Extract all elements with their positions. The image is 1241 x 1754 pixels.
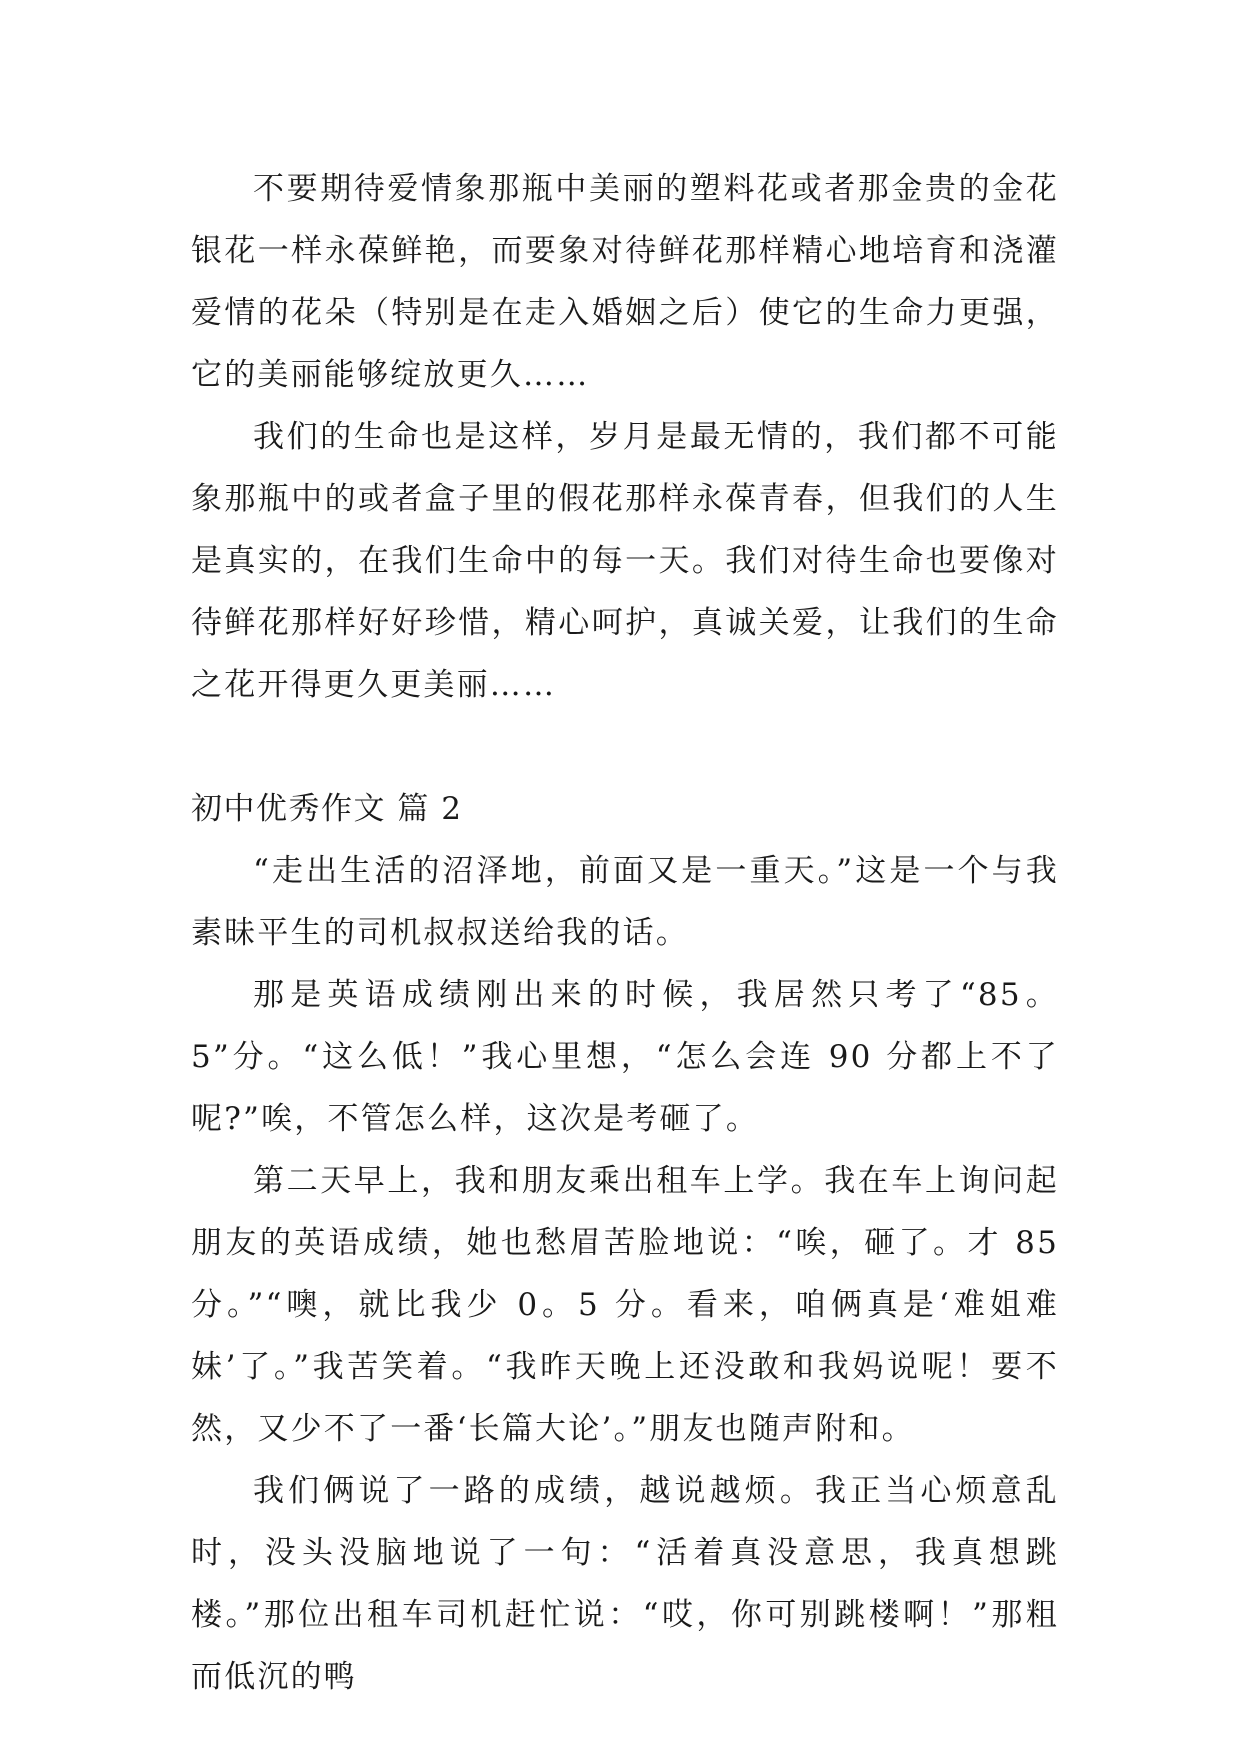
document-body xyxy=(191,158,1059,1708)
paragraph: 第二天早上，我和朋友乘出租车上学。我在车上询问起朋友的英语成绩，她也愁眉苦脸地说：“唉，砸了。才 85 分。”“噢，就比我少 0。5 分。看来，咱俩真是‘难姐难妹’了。”我苦笑着。“我昨天晚上还没敢和我妈说呢！要不然，又少不了一番‘长篇大论’。”朋友也随声附和。 xyxy=(191,1163,1059,1447)
section-title: 初中优秀作文 篇 2 xyxy=(191,791,463,827)
paragraph: “走出生活的沼泽地，前面又是一重天。”这是一个与我素昧平生的司机叔叔送给我的话。 xyxy=(191,853,1059,951)
paragraph: 我们俩说了一路的成绩，越说越烦。我正当心烦意乱时，没头没脑地说了一句：“活着真没意思，我真想跳楼。”那位出租车司机赶忙说：“哎，你可别跳楼啊！”那粗而低沉的鸭 xyxy=(191,1473,1059,1695)
paragraph: 不要期待爱情象那瓶中美丽的塑料花或者那金贵的金花银花一样永葆鲜艳，而要象对待鲜花那样精心地培育和浇灌爱情的花朵（特别是在走入婚姻之后）使它的生命力更强，它的美丽能够绽放更久…… xyxy=(191,171,1059,393)
paragraph: 我们的生命也是这样，岁月是最无情的，我们都不可能象那瓶中的或者盒子里的假花那样永葆青春，但我们的人生是真实的，在我们生命中的每一天。我们对待生命也要像对待鲜花那样好好珍惜，精心呵护，真诚关爱，让我们的生命之花开得更久更美丽…… xyxy=(191,419,1059,703)
paragraph: 那是英语成绩刚出来的时候，我居然只考了“85。5”分。“这么低！”我心里想，“怎么会连 90 分都上不了呢?”唉，不管怎么样，这次是考砸了。 xyxy=(191,977,1059,1137)
